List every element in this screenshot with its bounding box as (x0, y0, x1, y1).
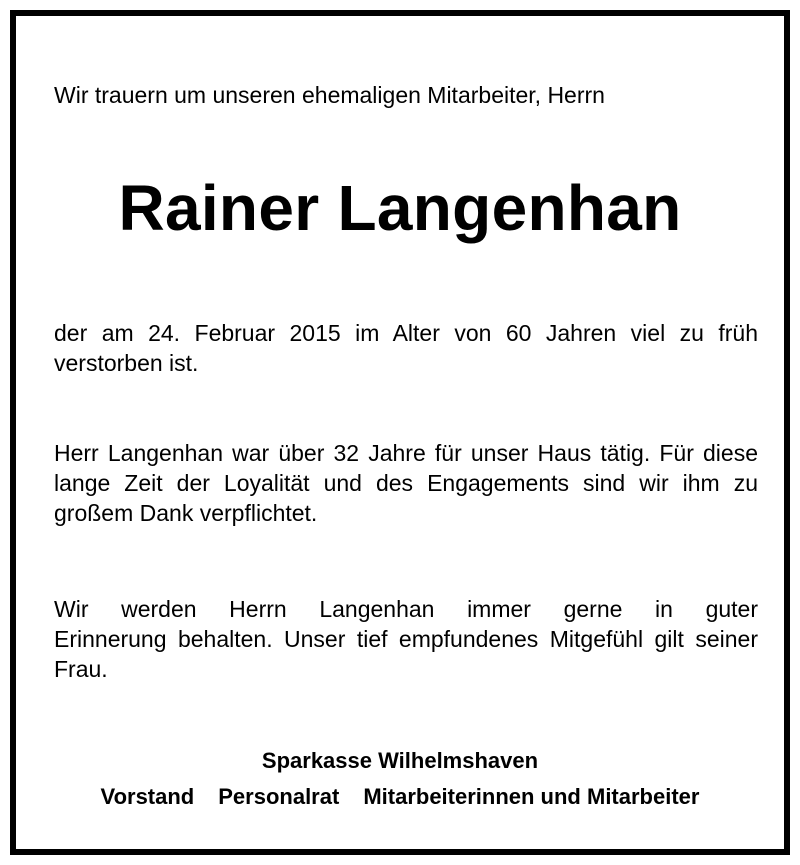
deceased-name: Rainer Langenhan (118, 172, 682, 244)
condolence-line-rest: Erinnerung behalten. Unser tief empfundenes Mitgefühl gilt seiner Frau. (54, 626, 758, 682)
signer-staff-council: Personalrat (218, 784, 340, 809)
tribute-paragraph: Herr Langenhan war über 32 Jahre für unser Haus tätig. Für diese lange Zeit der Loyalität und des Engagements sind wir ihm zu großem Dank verpflichtet. (54, 440, 758, 526)
condolence-line-1: Wir werden Herrn Langenhan immer gerne in guter (54, 596, 758, 622)
death-date-paragraph: der am 24. Februar 2015 im Alter von 60 Jahren viel zu früh verstorben ist. (54, 320, 758, 376)
company-name: Sparkasse Wilhelmshaven (261, 748, 539, 773)
signer-board: Vorstand (100, 784, 195, 809)
signer-employees: Mitarbeiterinnen und Mitarbeiter (363, 784, 700, 809)
condolence-paragraph (54, 594, 758, 684)
obituary-notice (10, 10, 790, 855)
signers-line (16, 782, 784, 812)
intro-text: Wir trauern um unseren ehemaligen Mitarbeiter, Herrn (54, 82, 605, 108)
